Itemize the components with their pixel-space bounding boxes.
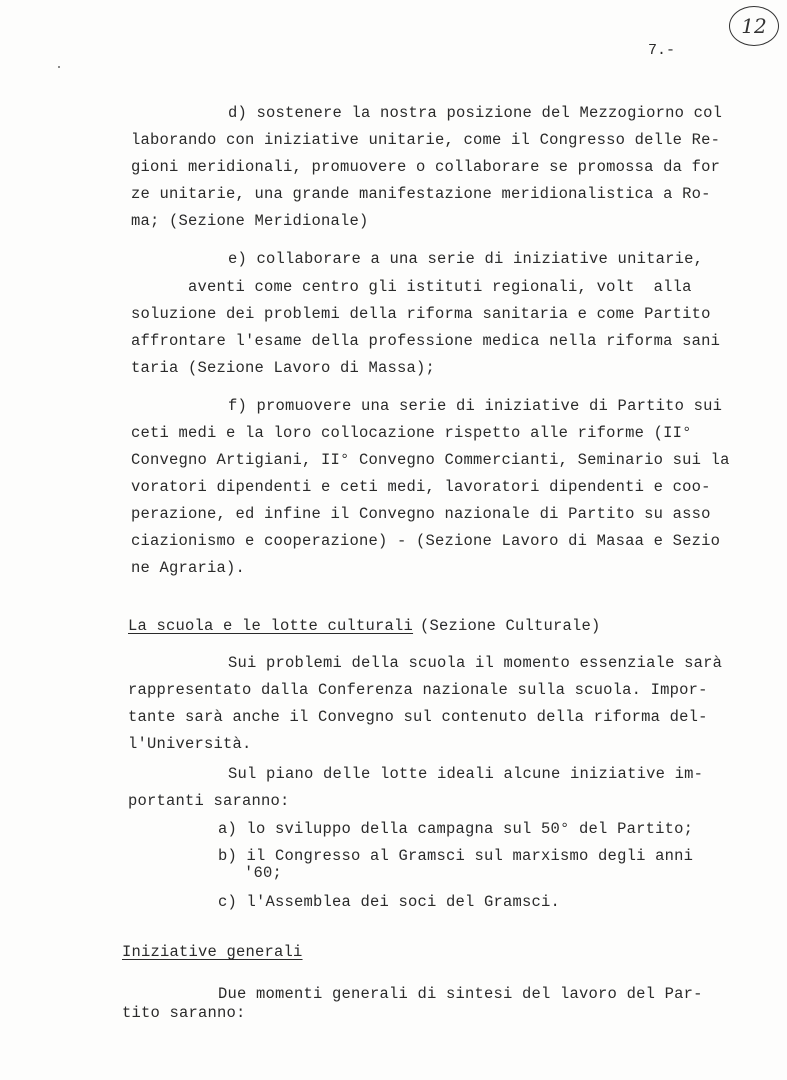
text-line: ma; (Sezione Meridionale)	[131, 212, 369, 230]
text-line: laborando con iniziative unitarie, come il Congresso delle Re-	[131, 131, 721, 149]
text-line: rappresentato dalla Conferenza nazionale sulla scuola. Impor-	[128, 681, 708, 699]
text-line: e) collaborare a una serie di iniziative unitarie,	[228, 250, 704, 268]
section-heading-sezione: (Sezione Culturale)	[420, 617, 601, 635]
text-line: ze unitarie, una grande manifestazione meridionalistica a Ro-	[131, 185, 711, 203]
list-item: c) l'Assemblea dei soci del Gramsci.	[218, 893, 561, 911]
text-line: ciazionismo e cooperazione) - (Sezione Lavoro di Masaa e Sezio	[131, 532, 721, 550]
text-line: aventi come centro gli istituti regionali, volt alla	[188, 278, 692, 296]
text-line: tante sarà anche il Convegno sul contenuto della riforma del-	[128, 708, 708, 726]
list-item: b) il Congresso al Gramsci sul marxismo degli anni	[218, 847, 694, 865]
archive-stamp	[729, 6, 779, 46]
archive-stamp-number: 12	[741, 14, 767, 38]
section-heading-iniziative: Iniziative generali	[122, 943, 303, 961]
text-line: portanti saranno:	[128, 792, 290, 810]
text-line: ne Agraria).	[131, 559, 246, 577]
paper-speck	[58, 66, 60, 68]
text-line: gioni meridionali, promuovere o collaborare se promossa da for	[131, 158, 721, 176]
text-line: f) promuovere una serie di iniziative di Partito sui	[228, 397, 723, 415]
text-line: voratori dipendenti e ceti medi, lavoratori dipendenti e coo-	[131, 478, 711, 496]
text-line: Sui problemi della scuola il momento essenziale sarà	[228, 654, 723, 672]
text-line: tito saranno:	[122, 1004, 246, 1022]
text-line: Due momenti generali di sintesi del lavoro del Par-	[218, 985, 703, 1003]
text-line: perazione, ed infine il Convegno nazionale di Partito su asso	[131, 505, 711, 523]
page-number: 7.-	[648, 42, 676, 59]
list-item-continuation: '60;	[244, 864, 283, 882]
text-line: taria (Sezione Lavoro di Massa);	[131, 359, 436, 377]
text-line: affrontare l'esame della professione medica nella riforma sani	[131, 332, 721, 350]
text-line: Convegno Artigiani, II° Convegno Commercianti, Seminario sui la	[131, 451, 730, 469]
text-line: l'Università.	[128, 735, 252, 753]
text-line: d) sostenere la nostra posizione del Mezzogiorno col	[228, 104, 723, 122]
text-line: soluzione dei problemi della riforma sanitaria e come Partito	[131, 305, 711, 323]
text-line: Sul piano delle lotte ideali alcune iniziative im-	[228, 765, 704, 783]
list-item: a) lo sviluppo della campagna sul 50° del Partito;	[218, 820, 694, 838]
text-line: ceti medi e la loro collocazione rispetto alle riforme (II°	[131, 424, 692, 442]
section-heading-scuola: La scuola e le lotte culturali	[128, 617, 414, 635]
